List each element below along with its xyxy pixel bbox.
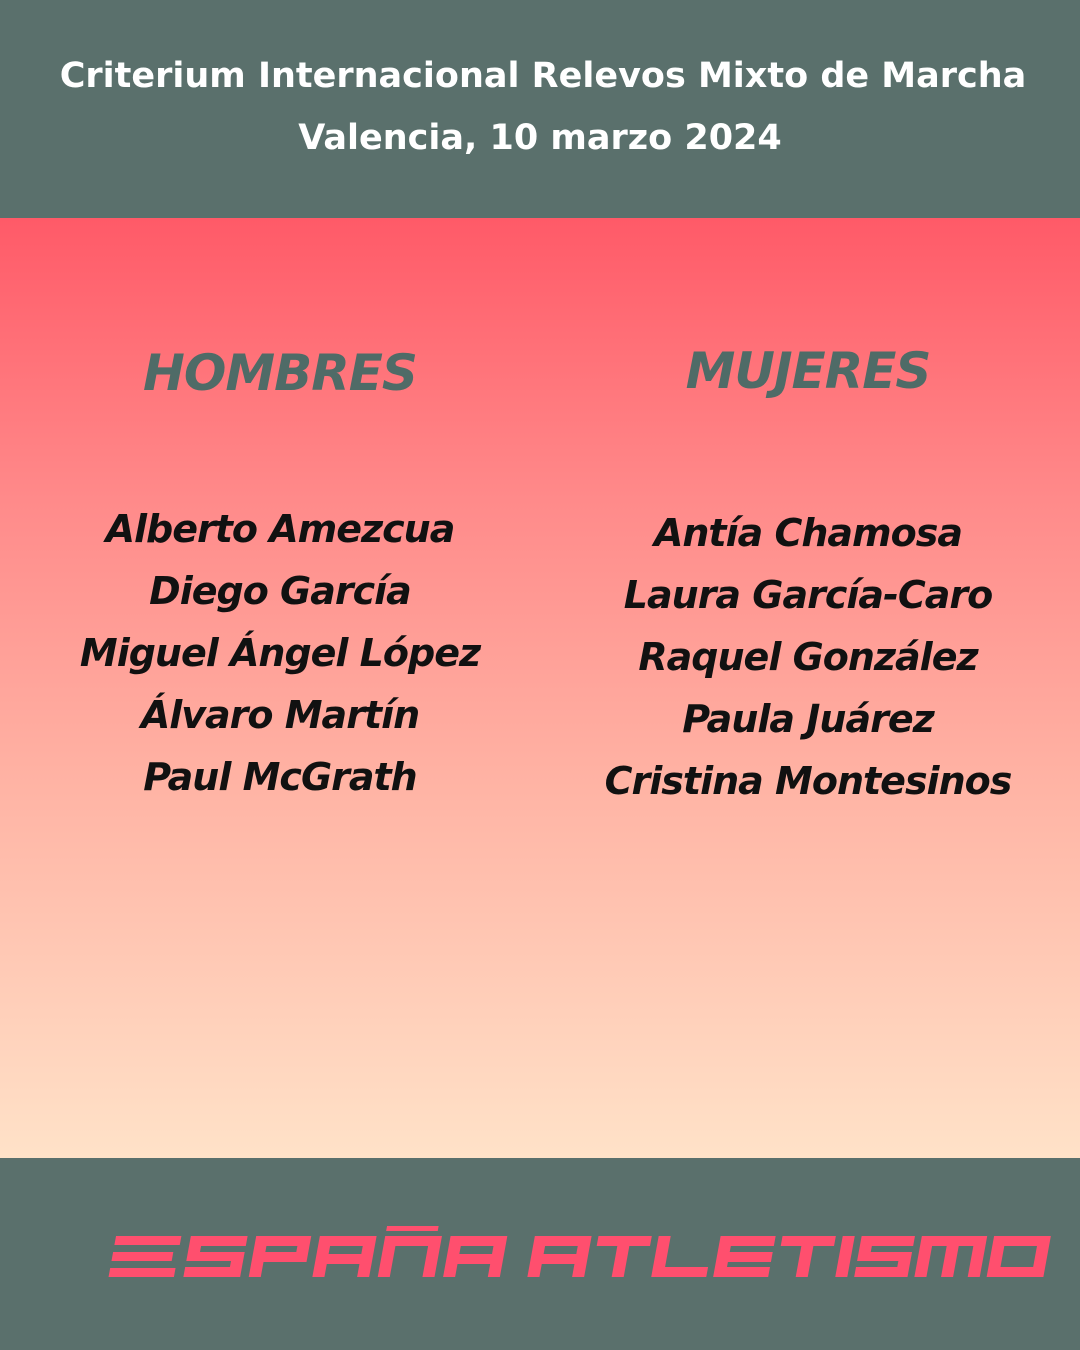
athlete-name: Miguel Ángel López	[79, 631, 481, 675]
athlete-name: Cristina Montesinos	[604, 759, 1012, 803]
logo-letter-t	[591, 1236, 652, 1277]
event-title: Criterium Internacional Relevos Mixto de Marcha	[59, 56, 1027, 96]
logo-letter-e	[713, 1236, 776, 1277]
athlete-name: Alberto Amezcua	[105, 507, 455, 551]
footer-bar	[0, 1158, 1080, 1350]
header-bar	[0, 0, 1080, 218]
athlete-name: Laura García-Caro	[623, 573, 993, 617]
athlete-name: Diego García	[149, 569, 411, 613]
espana-atletismo-logo	[0, 1158, 1080, 1350]
men-heading: HOMBRES	[143, 344, 417, 402]
men-list	[20, 498, 540, 808]
logo-letter-t	[775, 1236, 836, 1277]
athlete-name: Paula Juárez	[682, 697, 934, 741]
athlete-name: Raquel González	[638, 635, 978, 679]
women-heading: MUJERES	[685, 342, 931, 400]
logo-letter-l	[651, 1236, 714, 1277]
logo-letter-a	[312, 1236, 376, 1277]
athlete-name: Paul McGrath	[143, 755, 417, 799]
event-date-location: Valencia, 10 marzo 2024	[298, 118, 782, 158]
logo-letter-a	[443, 1236, 507, 1277]
logo-letter-p	[249, 1236, 312, 1277]
logo-letter-e	[109, 1236, 182, 1277]
logo-letter-s	[183, 1236, 247, 1277]
logo-letter-m	[914, 1236, 987, 1277]
logo-letter-i	[835, 1236, 855, 1277]
main-panel	[0, 218, 1080, 1158]
women-column	[548, 218, 1068, 1158]
men-column	[20, 218, 540, 1158]
athlete-name: Álvaro Martín	[140, 693, 420, 737]
logo-letter-s	[854, 1236, 915, 1277]
athlete-name: Antía Chamosa	[653, 511, 963, 555]
logo-letter-o	[987, 1236, 1051, 1277]
women-list	[548, 502, 1068, 812]
logo-letter-enye	[378, 1226, 444, 1277]
logo-letter-a	[527, 1236, 591, 1277]
